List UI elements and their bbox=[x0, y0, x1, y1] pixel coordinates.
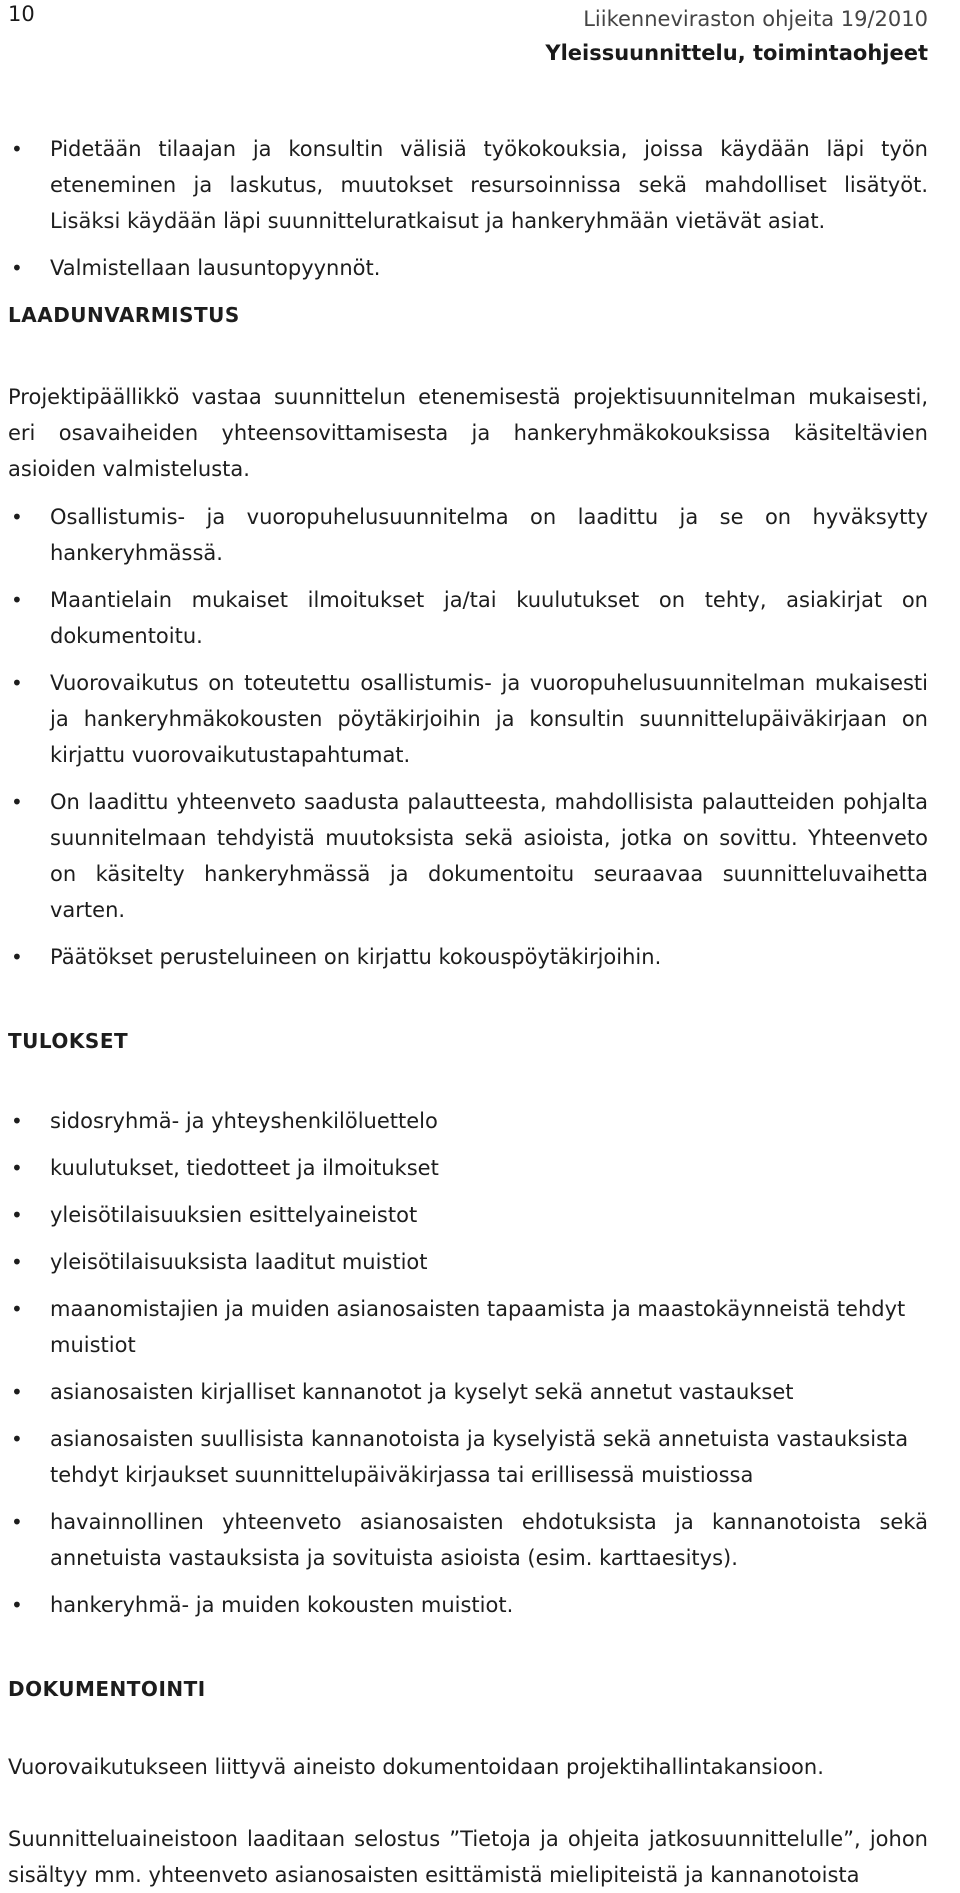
list-item: • Valmistellaan lausuntopyynnöt. bbox=[8, 250, 928, 286]
intro-bullet-list bbox=[8, 131, 928, 286]
documentation-paragraph-2: Suunnitteluaineistoon laaditaan selostus ”Tietoja ja ohjeita jatkosuunnittelulle”, johon sisältyy mm. yhteenveto asianosaisten esittämistä mielipiteistä ja kannanotoista bbox=[8, 1827, 928, 1887]
list-item: • Vuorovaikutus on toteutettu osallistumis- ja vuoropuhelusuunnitelman mukaisesti ja hankeryhmäkokousten pöytäkirjoihin ja konsultin suunnittelupäiväkirjaan on kirjattu vuorovaikutustapahtumat. bbox=[8, 665, 928, 773]
list-item: • yleisötilaisuuksista laaditut muistiot bbox=[8, 1244, 928, 1280]
list-item: • Maantielain mukaiset ilmoitukset ja/tai kuulutukset on tehty, asiakirjat on dokumentoitu. bbox=[8, 582, 928, 654]
header-title: Yleissuunnittelu, toimintaohjeet bbox=[545, 41, 928, 65]
document-body bbox=[8, 131, 928, 1893]
page-number: 10 bbox=[8, 2, 35, 26]
list-item: • Pidetään tilaajan ja konsultin välisiä työkokouksia, joissa käydään läpi työn eteneminen ja laskutus, muutokset resursoinnissa sekä mahdolliset lisätyöt. Lisäksi käydään läpi suunnitteluratkaisut ja hankeryhmään vietävät asiat. bbox=[8, 131, 928, 239]
list-item: • Osallistumis- ja vuoropuhelusuunnitelma on laadittu ja se on hyväksytty hankeryhmässä. bbox=[8, 499, 928, 571]
section-heading-documentation: DOKUMENTOINTI bbox=[8, 1677, 206, 1701]
section-heading-quality: LAADUNVARMISTUS bbox=[8, 303, 240, 327]
list-item: • On laadittu yhteenveto saadusta palautteesta, mahdollisista palautteiden pohjalta suunnitelmaan tehdyistä muutoksista sekä asioista, jotka on sovittu. Yhteenveto on käsitelty hankeryhmässä ja dokumentoitu seuraavaa suunnitteluvaihetta varten. bbox=[8, 784, 928, 928]
list-item: • asianosaisten suullisista kannanotoista ja kyselyistä sekä annetuista vastauksista tehdyt kirjaukset suunnittelupäiväkirjassa tai erillisessä muistiossa bbox=[8, 1421, 928, 1493]
running-header bbox=[545, 2, 928, 70]
list-item: • sidosryhmä- ja yhteyshenkilöluettelo bbox=[8, 1103, 928, 1139]
list-item: • kuulutukset, tiedotteet ja ilmoitukset bbox=[8, 1150, 928, 1186]
list-item: • maanomistajien ja muiden asianosaisten tapaamista ja maastokäynneistä tehdyt muistiot bbox=[8, 1291, 928, 1363]
list-item: • asianosaisten kirjalliset kannanotot ja kyselyt sekä annetut vastaukset bbox=[8, 1374, 928, 1410]
results-bullet-list bbox=[8, 1103, 928, 1623]
documentation-paragraph-1: Vuorovaikutukseen liittyvä aineisto dokumentoidaan projektihallintakansioon. bbox=[8, 1755, 824, 1779]
list-item: • havainnollinen yhteenveto asianosaisten ehdotuksista ja kannanotoista sekä annetuista vastauksista ja sovituista asioista (esim. karttaesitys). bbox=[8, 1504, 928, 1576]
quality-bullet-list bbox=[8, 499, 928, 975]
quality-intro-paragraph: Projektipäällikkö vastaa suunnittelun etenemisestä projektisuunnitelman mukaisesti, eri osavaiheiden yhteensovittamisesta ja hankeryhmäkokouksissa käsiteltävien asioiden valmistelusta. bbox=[8, 385, 928, 481]
list-item: • yleisötilaisuuksien esittelyaineistot bbox=[8, 1197, 928, 1233]
list-item: • hankeryhmä- ja muiden kokousten muistiot. bbox=[8, 1587, 928, 1623]
section-heading-results: TULOKSET bbox=[8, 1029, 129, 1053]
header-series: Liikenneviraston ohjeita 19/2010 bbox=[583, 7, 928, 31]
list-item: • Päätökset perusteluineen on kirjattu kokouspöytäkirjoihin. bbox=[8, 939, 928, 975]
